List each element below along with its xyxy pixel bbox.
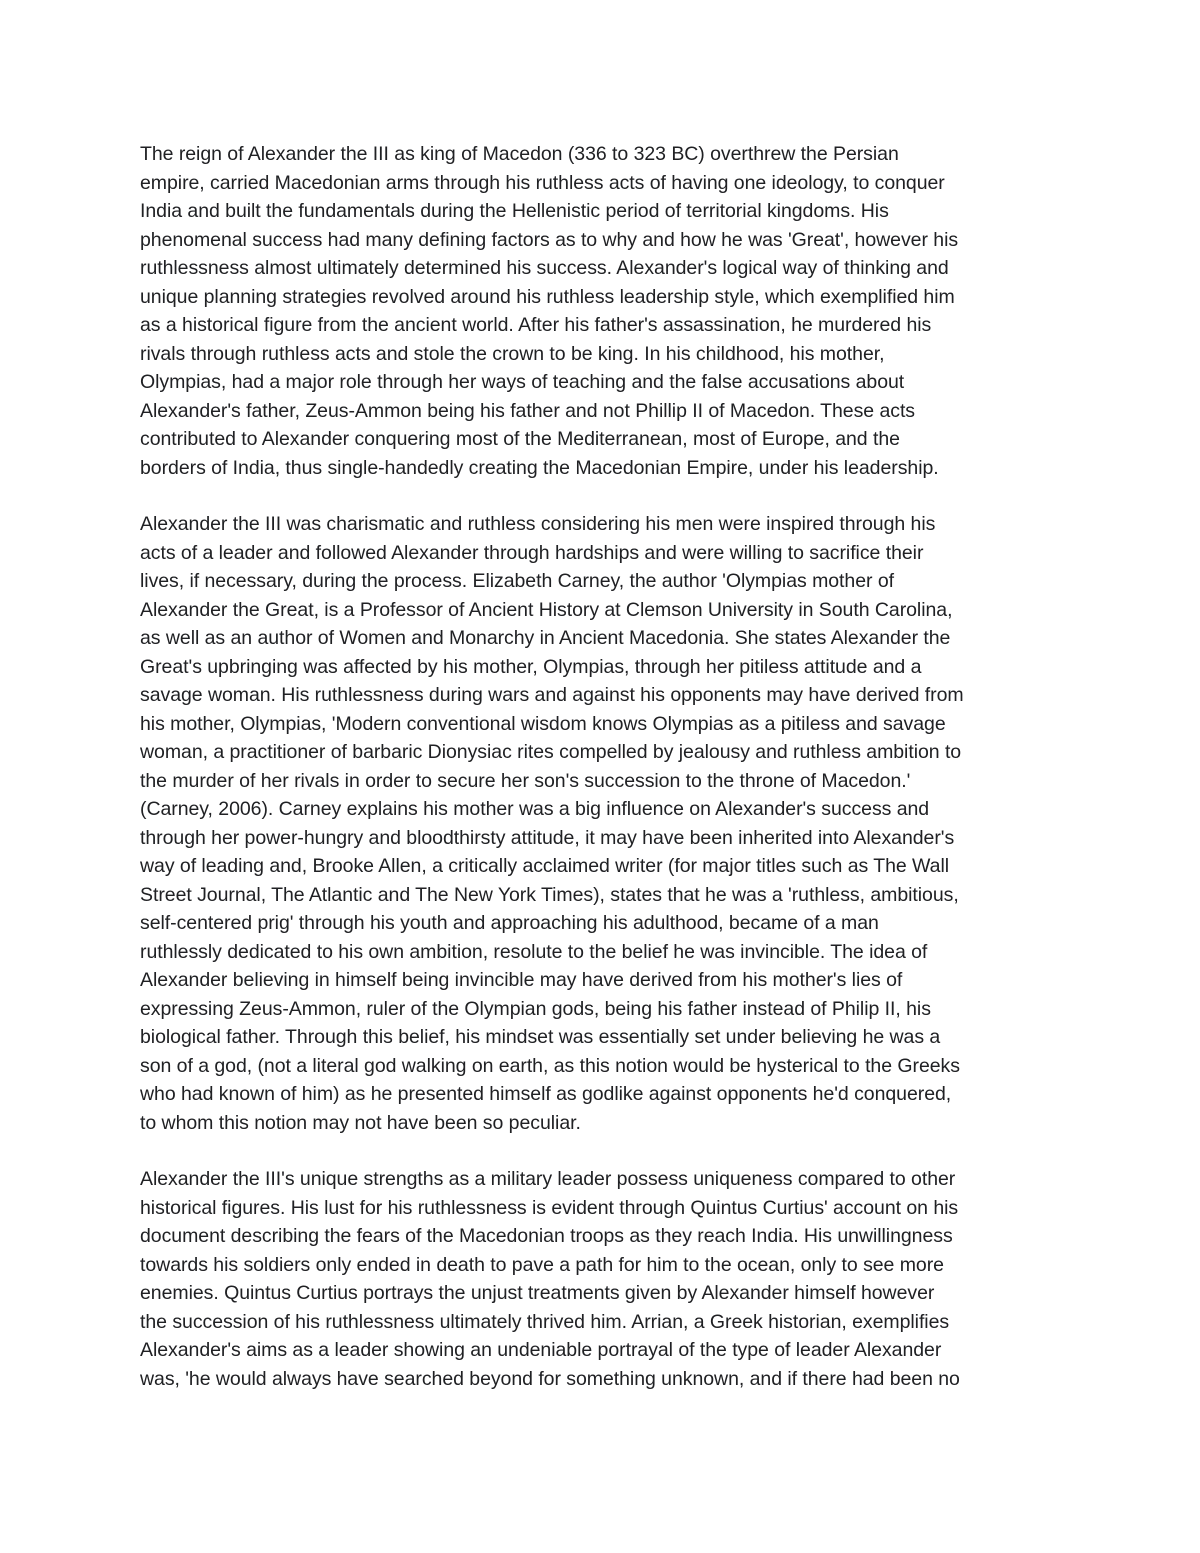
text-line: way of leading and, Brooke Allen, a critically acclaimed writer (for major titles such as The Wall <box>140 855 950 877</box>
text-line: who had known of him) as he presented himself as godlike against opponents he'd conquered, <box>140 1083 952 1105</box>
text-line: unique planning strategies revolved around his ruthless leadership style, which exemplified him <box>140 285 955 308</box>
text-line: expressing Zeus-Ammon, ruler of the Olympian gods, being his father instead of Philip II, his <box>140 997 931 1020</box>
text-line: Alexander the III was charismatic and ruthless considering his men were inspired through his <box>140 513 936 535</box>
text-line: acts of a leader and followed Alexander through hardships and were willing to sacrifice their <box>140 541 924 564</box>
text-line: through her power-hungry and bloodthirsty attitude, it may have been inherited into Alexander's <box>140 826 955 849</box>
text-line: Olympias, had a major role through her ways of teaching and the false accusations about <box>140 371 905 393</box>
text-line: Alexander the Great, is a Professor of Ancient History at Clemson University in South Carolina, <box>140 598 953 621</box>
text-line: towards his soldiers only ended in death to pave a path for him to the ocean, only to see more <box>140 1253 944 1276</box>
paragraph <box>140 140 1080 482</box>
text-line: phenomenal success had many defining factors as to why and how he was 'Great', however his <box>140 228 959 251</box>
text-line: borders of India, thus single-handedly creating the Macedonian Empire, under his leadership. <box>140 456 939 479</box>
text-line: ruthlessly dedicated to his own ambition, resolute to the belief he was invincible. The idea of <box>140 940 928 963</box>
text-line: was, 'he would always have searched beyond for something unknown, and if there had been no <box>140 1367 960 1390</box>
text-line: lives, if necessary, during the process. Elizabeth Carney, the author 'Olympias mother of <box>140 570 894 592</box>
text-line: Street Journal, The Atlantic and The New York Times), states that he was a 'ruthless, ambitious, <box>140 883 959 906</box>
text-line: self-centered prig' through his youth and approaching his adulthood, became of a man <box>140 912 879 934</box>
text-line: biological father. Through this belief, his mindset was essentially set under believing he was a <box>140 1026 941 1048</box>
text-line: Alexander's aims as a leader showing an undeniable portrayal of the type of leader Alexander <box>140 1339 942 1361</box>
text-line: rivals through ruthless acts and stole the crown to be king. In his childhood, his mother, <box>140 342 885 365</box>
text-line: son of a god, (not a literal god walking on earth, as this notion would be hysterical to the Greeks <box>140 1054 960 1077</box>
text-line: woman, a practitioner of barbaric Dionysiac rites compelled by jealousy and ruthless ambition to <box>140 741 962 763</box>
text-line: (Carney, 2006). Carney explains his mother was a big influence on Alexander's success and <box>140 798 930 820</box>
text-line: the murder of her rivals in order to secure her son's succession to the throne of Macedon.' <box>140 769 911 792</box>
text-line: empire, carried Macedonian arms through his ruthless acts of having one ideology, to conquer <box>140 171 945 194</box>
document-body <box>140 140 1080 1421</box>
text-line: The reign of Alexander the III as king of Macedon (336 to 323 BC) overthrew the Persian <box>140 143 899 165</box>
text-line: document describing the fears of the Macedonian troops as they reach India. His unwillingness <box>140 1225 953 1247</box>
paragraph <box>140 1165 1080 1393</box>
text-line: historical figures. His lust for his ruthlessness is evident through Quintus Curtius' account on his <box>140 1196 959 1219</box>
paragraph <box>140 510 1080 1137</box>
text-line: enemies. Quintus Curtius portrays the unjust treatments given by Alexander himself however <box>140 1282 935 1304</box>
text-line: Alexander the III's unique strengths as a military leader possess uniqueness compared to other <box>140 1168 956 1190</box>
text-line: the succession of his ruthlessness ultimately thrived him. Arrian, a Greek historian, exemplifies <box>140 1310 950 1333</box>
text-line: as well as an author of Women and Monarchy in Ancient Macedonia. She states Alexander the <box>140 627 951 649</box>
text-line: savage woman. His ruthlessness during wars and against his opponents may have derived from <box>140 684 964 706</box>
text-line: India and built the fundamentals during the Hellenistic period of territorial kingdoms. His <box>140 200 889 222</box>
text-line: to whom this notion may not have been so peculiar. <box>140 1111 581 1134</box>
text-line: Great's upbringing was affected by his mother, Olympias, through her pitiless attitude and a <box>140 655 922 678</box>
text-line: his mother, Olympias, 'Modern conventional wisdom knows Olympias as a pitiless and savage <box>140 712 946 735</box>
text-line: as a historical figure from the ancient world. After his father's assassination, he murdered his <box>140 314 932 336</box>
text-line: contributed to Alexander conquering most of the Mediterranean, most of Europe, and the <box>140 428 900 450</box>
text-line: Alexander's father, Zeus-Ammon being his father and not Phillip II of Macedon. These acts <box>140 399 916 422</box>
text-line: Alexander believing in himself being invincible may have derived from his mother's lies of <box>140 969 903 991</box>
text-line: ruthlessness almost ultimately determined his success. Alexander's logical way of thinking and <box>140 257 949 279</box>
